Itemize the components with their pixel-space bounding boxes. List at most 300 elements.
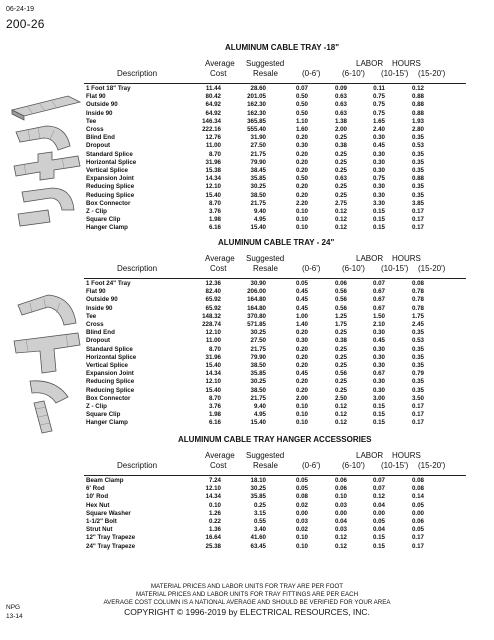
labor-6-10: 0.56 (334, 370, 347, 378)
item-suggested-resale: 15.40 (250, 224, 266, 232)
labor-10-15: 0.75 (372, 175, 385, 183)
labor-6-10: 2.50 (334, 394, 347, 402)
item-description: Beam Clamp (86, 477, 124, 484)
labor-0-6: 0.45 (295, 288, 308, 296)
col-range-1: (0-6') (302, 461, 321, 470)
labor-15-20: 2.80 (411, 126, 424, 133)
labor-10-15: 0.04 (372, 526, 385, 534)
item-average-cost: 222.16 (202, 126, 221, 133)
labor-6-10: 0.25 (334, 329, 347, 337)
col-cost: Cost (210, 69, 227, 78)
item-average-cost: 80.42 (205, 93, 221, 101)
item-suggested-resale: 31.90 (250, 134, 266, 142)
labor-6-10: 0.38 (334, 337, 347, 345)
item-description: Inside 90 (86, 109, 113, 117)
item-average-cost: 82.40 (205, 288, 221, 296)
labor-0-6: 0.20 (295, 362, 308, 369)
labor-10-15: 0.67 (372, 304, 385, 312)
table-row (0, 510, 494, 518)
col-average: Average (205, 254, 235, 263)
labor-6-10: 0.06 (334, 280, 347, 287)
labor-6-10: 0.25 (334, 191, 347, 199)
item-suggested-resale: 3.40 (253, 526, 266, 534)
labor-0-6: 1.60 (295, 126, 308, 133)
labor-6-10: 0.04 (334, 518, 347, 525)
table-row (0, 485, 494, 493)
item-description: 10' Rod (86, 493, 109, 501)
labor-10-15: 0.30 (372, 191, 385, 199)
labor-0-6: 0.30 (295, 142, 308, 150)
item-description: Box Connector (86, 199, 131, 207)
labor-15-20: 0.88 (411, 93, 424, 101)
labor-0-6: 0.20 (295, 329, 308, 337)
labor-0-6: 1.10 (295, 117, 308, 125)
item-suggested-resale: 555.40 (247, 126, 266, 133)
item-suggested-resale: 4.95 (253, 216, 266, 224)
labor-15-20: 0.35 (411, 183, 424, 191)
col-description: Description (117, 264, 158, 273)
flat-90-icon (16, 126, 70, 150)
item-description: Box Connector (86, 394, 131, 402)
labor-15-20: 0.78 (411, 296, 424, 304)
item-description: Reducing Splice (86, 183, 135, 191)
labor-6-10: 0.10 (334, 493, 347, 501)
item-average-cost: 15.40 (205, 362, 221, 369)
item-average-cost: 8.70 (208, 394, 221, 402)
item-suggested-resale: 0.55 (253, 518, 266, 525)
item-suggested-resale: 162.30 (247, 109, 266, 117)
col-description: Description (117, 461, 158, 470)
item-description: Blind End (86, 134, 115, 142)
column-header (0, 451, 494, 473)
labor-15-20: 0.00 (411, 509, 424, 517)
item-suggested-resale: 21.75 (250, 199, 266, 207)
item-description: Standard Splice (86, 150, 133, 158)
labor-10-15: 0.15 (372, 419, 385, 427)
labor-6-10: 0.25 (334, 362, 347, 369)
labor-10-15: 0.15 (372, 403, 385, 410)
labor-10-15: 0.15 (372, 216, 385, 224)
labor-10-15: 0.15 (372, 542, 385, 550)
item-average-cost: 228.74 (202, 321, 221, 328)
item-suggested-resale: 3.15 (253, 509, 266, 517)
labor-6-10: 0.25 (334, 386, 347, 394)
labor-10-15: 0.75 (372, 109, 385, 117)
col-range-1: (0-6') (302, 69, 321, 78)
labor-0-6: 0.02 (295, 526, 308, 534)
item-suggested-resale: 21.75 (250, 345, 266, 353)
npg-label (6, 603, 23, 621)
labor-0-6: 2.00 (295, 394, 308, 402)
labor-6-10: 0.25 (334, 134, 347, 142)
labor-0-6: 0.20 (295, 158, 308, 166)
labor-15-20: 0.35 (411, 191, 424, 199)
item-description: Reducing Splice (86, 378, 135, 386)
labor-15-20: 0.17 (411, 542, 424, 550)
labor-6-10: 0.12 (334, 419, 347, 427)
labor-15-20: 0.35 (411, 362, 424, 369)
item-average-cost: 12.10 (205, 183, 221, 191)
item-suggested-resale: 21.75 (250, 150, 266, 158)
item-suggested-resale: 63.45 (250, 542, 266, 550)
labor-10-15: 0.04 (372, 501, 385, 509)
item-suggested-resale: 201.05 (247, 93, 266, 101)
labor-15-20: 0.78 (411, 304, 424, 312)
item-average-cost: 12.76 (205, 134, 221, 142)
item-description: Standard Splice (86, 345, 133, 353)
labor-0-6: 0.50 (295, 101, 308, 109)
item-description: Hex Nut (86, 501, 110, 509)
item-average-cost: 15.40 (205, 191, 221, 199)
item-description: Dropout (86, 142, 111, 150)
col-cost: Cost (210, 264, 227, 273)
item-description: Square Clip (86, 216, 121, 224)
labor-10-15: 0.67 (372, 288, 385, 296)
item-suggested-resale: 27.50 (250, 337, 266, 345)
page-code: 200-26 (6, 17, 45, 31)
labor-0-6: 0.10 (295, 534, 308, 542)
item-average-cost: 14.34 (205, 493, 221, 501)
item-description: Hanger Clamp (86, 224, 128, 232)
item-average-cost: 3.76 (208, 208, 221, 215)
labor-15-20: 0.17 (411, 208, 424, 215)
item-suggested-resale: 41.60 (250, 534, 266, 542)
item-description: Outside 90 (86, 296, 118, 304)
item-description: Vertical Splice (86, 362, 128, 369)
header-divider (84, 278, 466, 279)
labor-15-20: 0.88 (411, 175, 424, 183)
labor-10-15: 1.50 (372, 312, 385, 320)
outside-90-icon (22, 188, 74, 210)
item-suggested-resale: 35.85 (250, 175, 266, 183)
item-suggested-resale: 30.25 (250, 329, 266, 337)
labor-0-6: 0.00 (295, 509, 308, 517)
labor-6-10: 1.75 (334, 321, 347, 328)
labor-15-20: 2.45 (411, 321, 424, 328)
npg-text: NPG (6, 604, 21, 611)
labor-6-10: 0.25 (334, 345, 347, 353)
item-suggested-resale: 9.40 (253, 208, 266, 215)
item-suggested-resale: 30.25 (250, 485, 266, 493)
section-title: ALUMINUM CABLE TRAY - 24" (218, 238, 335, 247)
labor-10-15: 3.30 (372, 199, 385, 207)
labor-0-6: 0.20 (295, 183, 308, 191)
labor-15-20: 0.05 (411, 526, 424, 534)
labor-10-15: 0.30 (372, 158, 385, 166)
item-average-cost: 31.96 (205, 158, 221, 166)
copyright: COPYRIGHT © 1996-2019 by ELECTRICAL RESOURCES, INC. (124, 607, 370, 617)
item-suggested-resale: 365.85 (247, 117, 266, 125)
header-divider (84, 83, 466, 84)
footer-notes (0, 583, 494, 618)
labor-10-15: 0.12 (372, 493, 385, 501)
labor-15-20: 0.08 (411, 477, 424, 484)
tee-icon (14, 333, 80, 373)
labor-15-20: 0.17 (411, 534, 424, 542)
item-suggested-resale: 162.30 (247, 101, 266, 109)
header-divider (84, 475, 466, 476)
col-labor: LABOR (356, 254, 384, 263)
labor-15-20: 0.14 (411, 493, 424, 501)
labor-15-20: 0.53 (411, 142, 424, 150)
labor-10-15: 0.45 (372, 337, 385, 345)
outside-90-icon (18, 295, 76, 325)
labor-10-15: 0.30 (372, 150, 385, 158)
col-range-3: (10-15') (381, 461, 409, 470)
labor-0-6: 0.20 (295, 150, 308, 158)
item-description: 1 Foot 18" Tray (86, 85, 131, 92)
labor-0-6: 0.20 (295, 378, 308, 386)
labor-10-15: 0.75 (372, 101, 385, 109)
labor-6-10: 2.75 (334, 199, 347, 207)
labor-15-20: 0.17 (411, 216, 424, 224)
labor-6-10: 0.03 (334, 526, 347, 534)
item-description: Z - Clip (86, 208, 107, 215)
labor-15-20: 0.06 (411, 518, 424, 525)
item-description: Horizontal Splice (86, 353, 137, 361)
labor-10-15: 0.30 (372, 183, 385, 191)
col-range-2: (6-10') (342, 69, 365, 78)
labor-0-6: 0.10 (295, 403, 308, 410)
labor-6-10: 0.63 (334, 93, 347, 101)
labor-6-10: 0.25 (334, 167, 347, 174)
item-description: 1 Foot 24" Tray (86, 280, 131, 287)
table-row (0, 543, 494, 551)
labor-6-10: 0.12 (334, 411, 347, 419)
item-description: Cross (86, 126, 104, 133)
col-average: Average (205, 59, 235, 68)
item-average-cost: 0.22 (208, 518, 221, 525)
table-row (0, 493, 494, 501)
item-suggested-resale: 571.85 (247, 321, 266, 328)
col-range-1: (0-6') (302, 264, 321, 273)
item-suggested-resale: 28.60 (250, 85, 266, 92)
labor-15-20: 0.35 (411, 134, 424, 142)
labor-6-10: 1.38 (334, 117, 347, 125)
item-average-cost: 12.36 (205, 280, 221, 287)
tray-fittings-illustration (8, 92, 86, 232)
labor-10-15: 0.30 (372, 345, 385, 353)
labor-10-15: 1.65 (372, 117, 385, 125)
section-title: ALUMINUM CABLE TRAY -18" (225, 43, 340, 52)
col-range-4: (15-20') (418, 461, 446, 470)
labor-6-10: 0.56 (334, 296, 347, 304)
item-average-cost: 11.00 (205, 142, 221, 150)
item-description: Strut Nut (86, 526, 113, 534)
item-average-cost: 148.32 (202, 312, 221, 320)
item-average-cost: 8.70 (208, 345, 221, 353)
labor-0-6: 0.03 (295, 518, 308, 525)
labor-10-15: 0.11 (373, 85, 385, 92)
inside-90-icon (18, 210, 50, 226)
col-range-3: (10-15') (381, 69, 409, 78)
item-description: Reducing Splice (86, 386, 135, 394)
item-suggested-resale: 164.80 (247, 296, 266, 304)
item-average-cost: 1.36 (208, 526, 221, 534)
item-average-cost: 1.98 (208, 216, 221, 224)
item-description: Vertical Splice (86, 167, 128, 174)
labor-15-20: 0.35 (411, 158, 424, 166)
item-description: Square Clip (86, 411, 121, 419)
item-average-cost: 11.00 (205, 337, 221, 345)
labor-0-6: 0.50 (295, 109, 308, 117)
col-range-2: (6-10') (342, 461, 365, 470)
labor-0-6: 0.50 (295, 93, 308, 101)
labor-0-6: 0.20 (295, 134, 308, 142)
labor-15-20: 3.85 (411, 199, 424, 207)
table-row (0, 477, 494, 485)
labor-6-10: 0.56 (334, 288, 347, 296)
item-description: Flat 90 (86, 288, 106, 296)
item-description: Reducing Splice (86, 191, 135, 199)
labor-15-20: 0.35 (411, 329, 424, 337)
labor-6-10: 0.56 (334, 304, 347, 312)
labor-0-6: 0.02 (295, 501, 308, 509)
item-suggested-resale: 370.80 (247, 312, 266, 320)
item-average-cost: 25.38 (205, 542, 221, 550)
item-suggested-resale: 164.80 (247, 304, 266, 312)
labor-10-15: 0.00 (372, 509, 385, 517)
item-average-cost: 14.34 (205, 175, 221, 183)
item-average-cost: 15.38 (205, 167, 221, 174)
labor-15-20: 1.93 (411, 117, 424, 125)
tray-fittings-illustration (8, 285, 86, 435)
labor-10-15: 0.30 (372, 134, 385, 142)
labor-15-20: 0.35 (411, 150, 424, 158)
labor-0-6: 0.30 (295, 337, 308, 345)
labor-10-15: 0.75 (372, 93, 385, 101)
item-description: Blind End (86, 329, 115, 337)
item-average-cost: 65.92 (205, 296, 221, 304)
labor-6-10: 0.12 (334, 208, 347, 215)
labor-15-20: 0.17 (411, 224, 424, 232)
item-suggested-resale: 35.85 (250, 370, 266, 378)
col-range-4: (15-20') (418, 69, 446, 78)
labor-15-20: 0.35 (411, 345, 424, 353)
labor-15-20: 0.35 (411, 378, 424, 386)
labor-10-15: 0.45 (372, 142, 385, 150)
item-suggested-resale: 30.90 (250, 280, 266, 287)
labor-0-6: 0.10 (295, 411, 308, 419)
item-suggested-resale: 4.95 (253, 411, 266, 419)
item-suggested-resale: 35.85 (250, 493, 266, 501)
labor-15-20: 0.05 (411, 501, 424, 509)
labor-0-6: 0.20 (295, 353, 308, 361)
labor-6-10: 0.06 (334, 485, 347, 493)
labor-6-10: 0.25 (334, 183, 347, 191)
cross-icon (14, 152, 80, 180)
labor-0-6: 0.10 (295, 224, 308, 232)
labor-6-10: 0.63 (334, 101, 347, 109)
labor-15-20: 0.35 (411, 353, 424, 361)
item-description: Outside 90 (86, 101, 118, 109)
item-average-cost: 15.40 (205, 386, 221, 394)
col-labor: LABOR (356, 59, 384, 68)
labor-10-15: 0.30 (372, 329, 385, 337)
labor-10-15: 0.67 (372, 296, 385, 304)
labor-0-6: 0.10 (295, 542, 308, 550)
item-suggested-resale: 79.90 (250, 158, 266, 166)
labor-15-20: 0.35 (411, 167, 424, 174)
labor-6-10: 0.63 (334, 175, 347, 183)
item-average-cost: 7.24 (208, 477, 221, 484)
labor-15-20: 0.12 (411, 85, 424, 92)
labor-15-20: 1.75 (411, 312, 424, 320)
labor-0-6: 0.45 (295, 304, 308, 312)
item-average-cost: 12.10 (205, 329, 221, 337)
item-description: Inside 90 (86, 304, 113, 312)
item-average-cost: 31.96 (205, 353, 221, 361)
item-average-cost: 8.70 (208, 199, 221, 207)
labor-0-6: 0.20 (295, 345, 308, 353)
item-average-cost: 64.92 (205, 101, 221, 109)
labor-15-20: 0.79 (411, 370, 424, 378)
item-suggested-resale: 206.00 (247, 288, 266, 296)
item-average-cost: 146.34 (202, 117, 221, 125)
labor-15-20: 0.08 (411, 485, 424, 493)
labor-6-10: 0.63 (334, 109, 347, 117)
labor-15-20: 0.35 (411, 386, 424, 394)
labor-6-10: 0.12 (334, 224, 347, 232)
col-average: Average (205, 451, 235, 460)
item-suggested-resale: 18.10 (250, 477, 266, 484)
footer-note-2: MATERIAL PRICES AND LABOR UNITS FOR TRAY FITTINGS ARE PER EACH (135, 591, 359, 598)
col-hours: HOURS (392, 451, 421, 460)
item-description: Tee (86, 312, 97, 320)
labor-6-10: 0.25 (334, 150, 347, 158)
item-suggested-resale: 79.90 (250, 353, 266, 361)
item-average-cost: 64.92 (205, 109, 221, 117)
labor-10-15: 0.07 (372, 485, 385, 493)
col-resale: Resale (253, 461, 278, 470)
labor-15-20: 3.50 (411, 394, 424, 402)
item-average-cost: 14.34 (205, 370, 221, 378)
item-description: 1-1/2" Bolt (86, 518, 117, 525)
item-average-cost: 16.64 (205, 534, 221, 542)
item-average-cost: 1.98 (208, 411, 221, 419)
table-row (0, 534, 494, 542)
col-range-3: (10-15') (381, 264, 409, 273)
labor-0-6: 0.05 (295, 477, 308, 484)
item-description: Expansion Joint (86, 370, 134, 378)
col-resale: Resale (253, 69, 278, 78)
labor-15-20: 0.88 (411, 109, 424, 117)
item-description: Hanger Clamp (86, 419, 128, 427)
labor-10-15: 0.30 (372, 167, 385, 174)
col-suggested: Suggested (246, 451, 285, 460)
item-average-cost: 11.44 (205, 85, 221, 92)
labor-6-10: 0.12 (334, 403, 347, 410)
item-average-cost: 0.10 (208, 501, 221, 509)
item-average-cost: 8.70 (208, 150, 221, 158)
item-description: Square Washer (86, 509, 131, 517)
labor-10-15: 0.15 (372, 208, 385, 215)
item-description: Cross (86, 321, 104, 328)
labor-0-6: 0.08 (295, 493, 308, 501)
col-cost: Cost (210, 461, 227, 470)
labor-0-6: 0.20 (295, 167, 308, 174)
labor-10-15: 3.00 (372, 394, 385, 402)
footer-note-3: AVERAGE COST COLUMN IS A NATIONAL AVERAGE AND SHOULD BE VERIFIED FOR YOUR AREA (103, 599, 391, 606)
labor-0-6: 0.20 (295, 191, 308, 199)
labor-10-15: 0.05 (372, 518, 385, 525)
item-suggested-resale: 38.45 (250, 167, 266, 174)
labor-6-10: 0.25 (334, 353, 347, 361)
labor-10-15: 0.30 (372, 362, 385, 369)
labor-0-6: 0.45 (295, 296, 308, 304)
labor-0-6: 1.00 (295, 312, 308, 320)
labor-6-10: 0.03 (334, 501, 347, 509)
